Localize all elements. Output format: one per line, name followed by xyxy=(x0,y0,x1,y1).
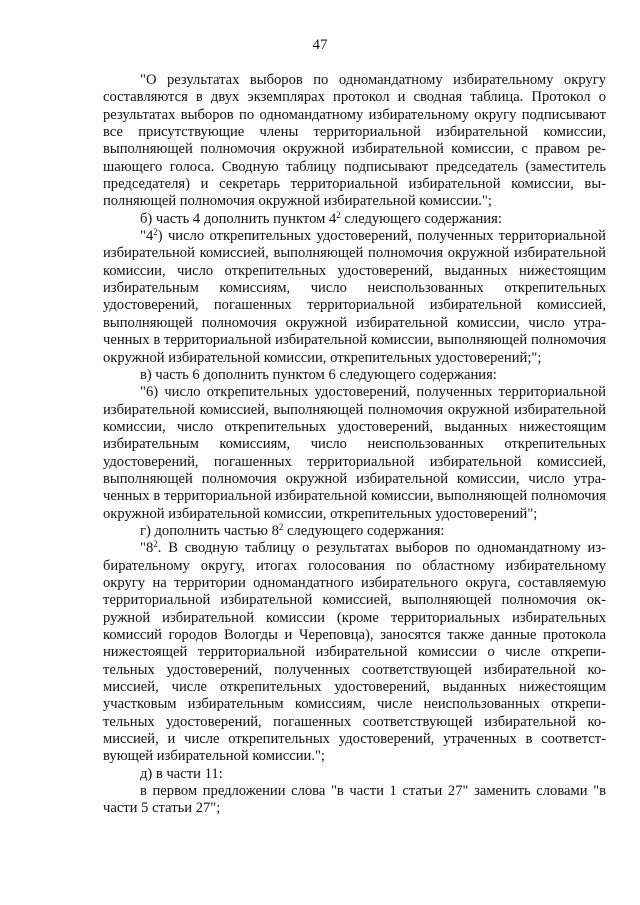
paragraph-amendment-d xyxy=(103,766,606,783)
text-segment: "6) число открепительных удостоверений, полученных территориальной избирательной комиссией, выполняющей полномочия окружной избирательной комиссии, число открепительных удостоверений, выданных нижестоящим избирательным комиссиям, число неиспользованных открепительных удостоверений, погашенных территориальной избирательной комиссией, выполняющей полномочия окружной избирательной комиссии, число утраченных в территориальной избирательной комиссии, выполняющей полномочия окружной избирательной комиссии, открепительных удостоверений"; xyxy=(103,384,606,522)
paragraph-amendment-v xyxy=(103,367,606,384)
text-segment: "О результатах выборов по одномандатному избирательному округу составляются в двух экземплярах протокол и сводная таблица. Протокол о результатах выборов по одномандатному избирательному округу подписывают все присутствующие члены территориальной избирательной комиссии, выполняющей полномочия окружной избирательной комиссии, с правом решающего голоса. Сводную таблицу подписывают председатель (заместитель председателя) и секретарь территориальной избирательной комиссии, выполняющей полномочия окружной избирательной комиссии."; xyxy=(103,72,606,210)
text-segment: в) часть 6 дополнить пунктом 6 следующего содержания: xyxy=(140,366,497,383)
text-segment: д) в части 11: xyxy=(140,765,223,782)
superscript-number: 2 xyxy=(153,539,158,550)
paragraph-part-8-2 xyxy=(103,540,606,765)
text-segment: б) часть 4 дополнить пунктом 4 xyxy=(140,210,337,227)
page-number: 47 xyxy=(312,37,328,53)
text-segment: г) дополнить частью 8 xyxy=(140,522,279,539)
text-segment: в первом предложении слова "в части 1 статьи 27" заменить словами "в части 5 статьи 27"; xyxy=(103,783,606,817)
text-segment: "4 xyxy=(140,228,154,245)
paragraph-item-4-2 xyxy=(103,228,606,367)
superscript-number: 2 xyxy=(153,227,158,238)
text-segment: следующего содержания: xyxy=(283,522,445,539)
document-body xyxy=(103,72,606,818)
superscript-number: 2 xyxy=(278,521,284,532)
text-segment: ) число открепительных удостоверений, полученных территориальной избирательной комиссией, выполняющей полномочия окружной избирательной комиссии, число открепительных удостоверений, выданных нижестоящим избирательным комиссиям, число неиспользованных открепительных удостоверений, погашенных территориальной избирательной комиссией, выполняющей полномочия окружной избирательной комиссии, число утраченных в территориальной избирательной комиссии, выполняющей полномочия окружной избирательной комиссии, открепительных удостоверений;"; xyxy=(103,228,606,366)
paragraph-results-protocol xyxy=(103,72,606,211)
paragraph-amendment-g xyxy=(103,523,606,540)
text-segment: следующего содержания: xyxy=(340,210,502,227)
paragraph-item-6 xyxy=(103,384,606,523)
paragraph-first-sentence-change xyxy=(103,783,606,818)
text-segment: . В сводную таблицу о результатах выборов по одномандатному избирательному округу, итогах голосования по областному избирательному округу на территории одномандатного избирательного округа, составляемую территориальной избирательной комиссией, выполняющей полномочия окружной избирательной комиссии (кроме территориальных избирательных комиссий городов Вологды и Череповца), заносятся также данные протокола нижестоящей территориальной избирательной комиссии о числе открепительных удостоверений, полученных соответствующей избирательной комиссией, числе открепительных удостоверений, выданных нижестоящим участковым избирательным комиссиям, числе неиспользованных открепительных удостоверений, погашенных соответствующей избирательной комиссией, и числе открепительных удостоверений, утраченных в соответствующей избирательной комиссии."; xyxy=(103,540,606,765)
text-segment: "8 xyxy=(140,540,154,557)
superscript-number: 2 xyxy=(336,209,341,220)
paragraph-amendment-b xyxy=(103,211,606,228)
